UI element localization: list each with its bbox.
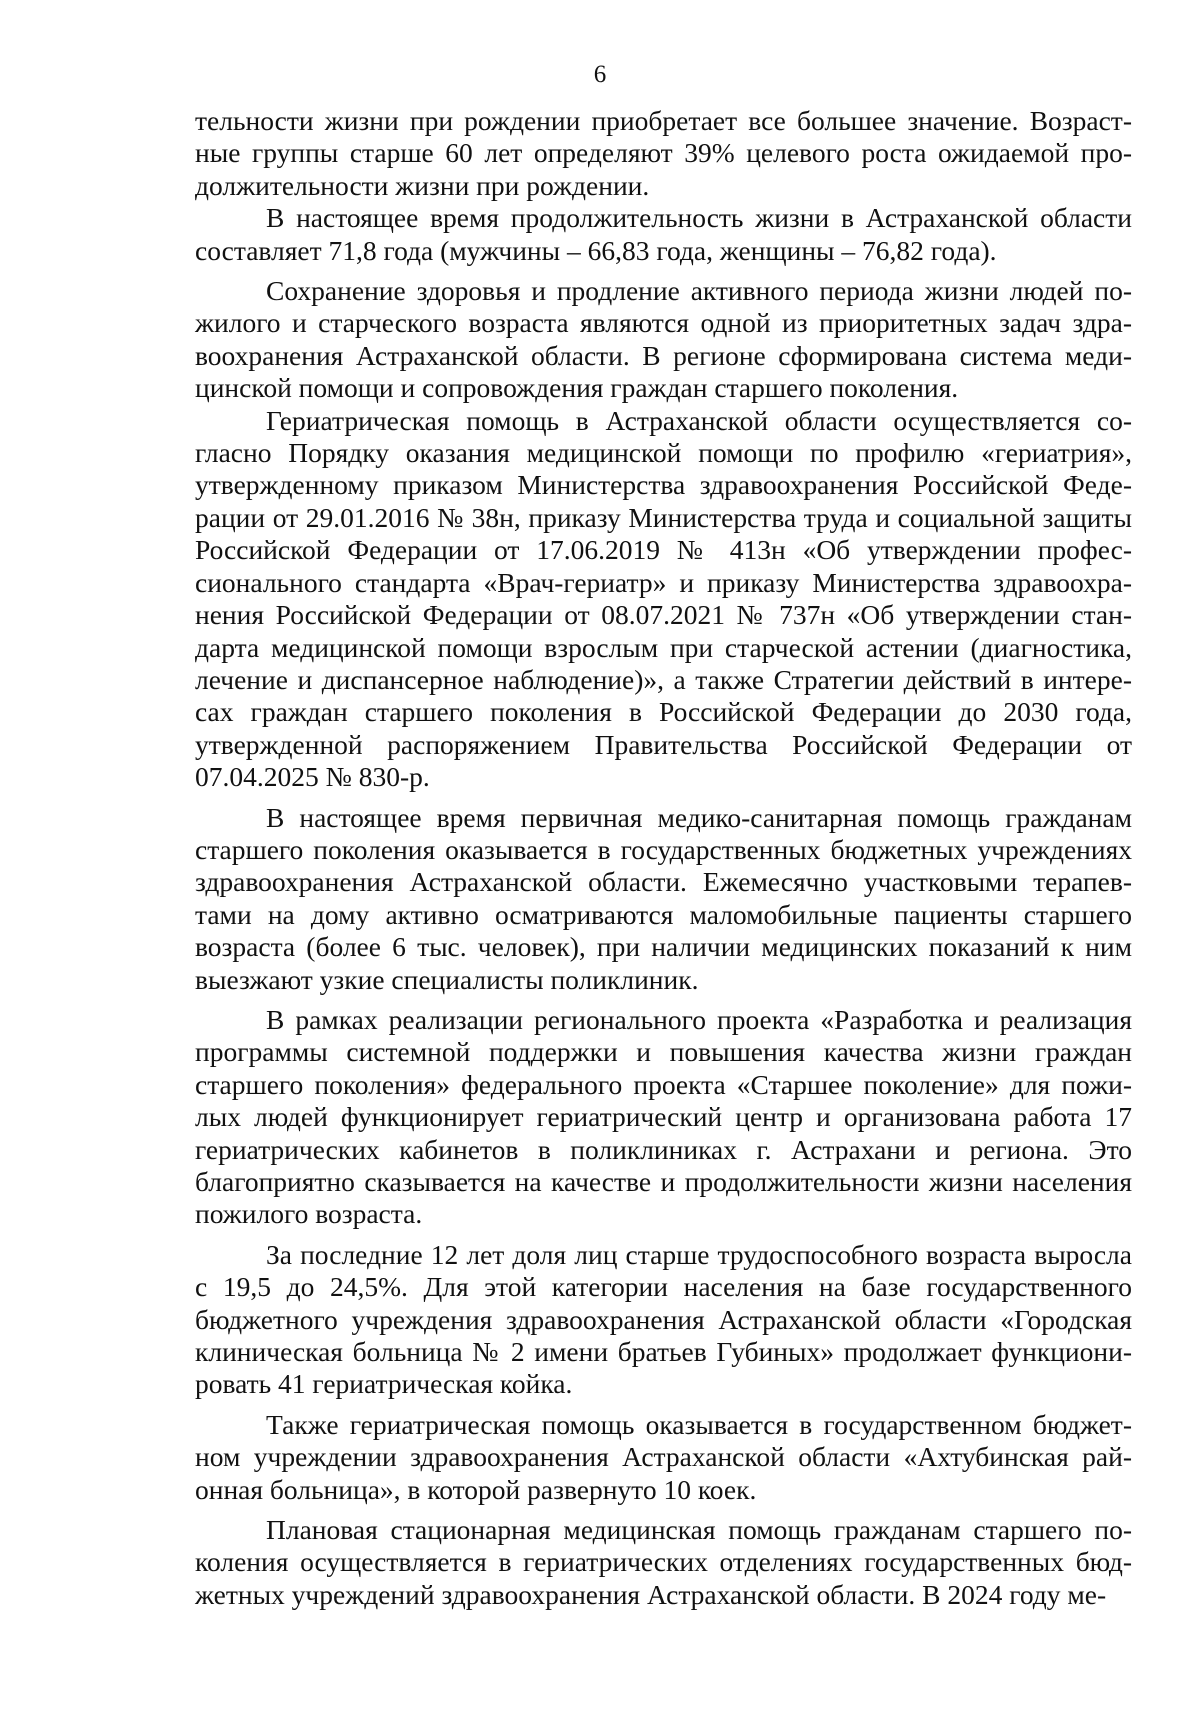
document-body <box>195 105 1132 1611</box>
page-number: 6 <box>593 61 607 88</box>
paragraph: В настоящее время продолжительность жизни в Астраханской области составляет 71,8 года (мужчины – 66,83 года, женщины – 76,82 года). <box>195 202 1132 266</box>
paragraph: Также гериатрическая помощь оказывается в государственном бюджетном учреждении здравоохранения Астраханской области «Ахтубинская районная больница», в которой развернуто 10 коек. <box>195 1408 1132 1505</box>
paragraph: Гериатрическая помощь в Астраханской области осуществляется согласно Порядку оказания медицинской помощи по профилю «гериатрия», утвержденному приказом Министерства здравоохранения Российской Федерации от 29.01.2016 № 38н, приказу Министерства труда и социальной защиты Российской Федерации от 17.06.2019 № 413н «Об утверждении профессионального стандарта «Врач-гериатр» и приказу Министерства здравоохранения Российской Федерации от 08.07.2021 № 737н «Об утверждении стандарта медицинской помощи взрослым при старческой астении (диагностика, лечение и диспансерное наблюдение)», а также Стратегии действий в интересах граждан старшего поколения в Российской Федерации до 2030 года, утвержденной распоряжением Правительства Российской Федерации от 07.04.2025 № 830-р. <box>195 404 1132 793</box>
paragraph: Сохранение здоровья и продление активного периода жизни людей пожилого и старческого возраста являются одной из приоритетных задач здравоохранения Астраханской области. В регионе сформирована система медицинской помощи и сопровождения граждан старшего поколения. <box>195 275 1132 404</box>
paragraph: В настоящее время первичная медико-санитарная помощь гражданам старшего поколения оказывается в государственных бюджетных учреждениях здравоохранения Астраханской области. Ежемесячно участковыми терапевтами на дому активно осматриваются маломобильные пациенты старшего возраста (более 6 тыс. человек), при наличии медицинских показаний к ним выезжают узкие специалисты поликлиник. <box>195 801 1132 995</box>
paragraph: тельности жизни при рождении приобретает все большее значение. Возрастные группы старше 60 лет определяют 39% целевого роста ожидаемой продолжительности жизни при рождении. <box>195 105 1132 201</box>
paragraph: В рамках реализации регионального проекта «Разработка и реализация программы системной поддержки и повышения качества жизни граждан старшего поколения» федерального проекта «Старшее поколение» для пожилых людей функционирует гериатрический центр и организована работа 17 гериатрических кабинетов в поликлиниках г. Астрахани и региона. Это благоприятно сказывается на качестве и продолжительности жизни населения пожилого возраста. <box>195 1003 1132 1230</box>
paragraph: Плановая стационарная медицинская помощь гражданам старшего поколения осуществляется в гериатрических отделениях государственных бюджетных учреждений здравоохранения Астраханской области. В 2024 году ме- <box>195 1514 1132 1610</box>
paragraph: За последние 12 лет доля лиц старше трудоспособного возраста выросла с 19,5 до 24,5%. Для этой категории населения на базе государственного бюджетного учреждения здравоохранения Астраханской области «Городская клиническая больница № 2 имени братьев Губиных» продолжает функционировать 41 гериатрическая койка. <box>195 1238 1132 1400</box>
